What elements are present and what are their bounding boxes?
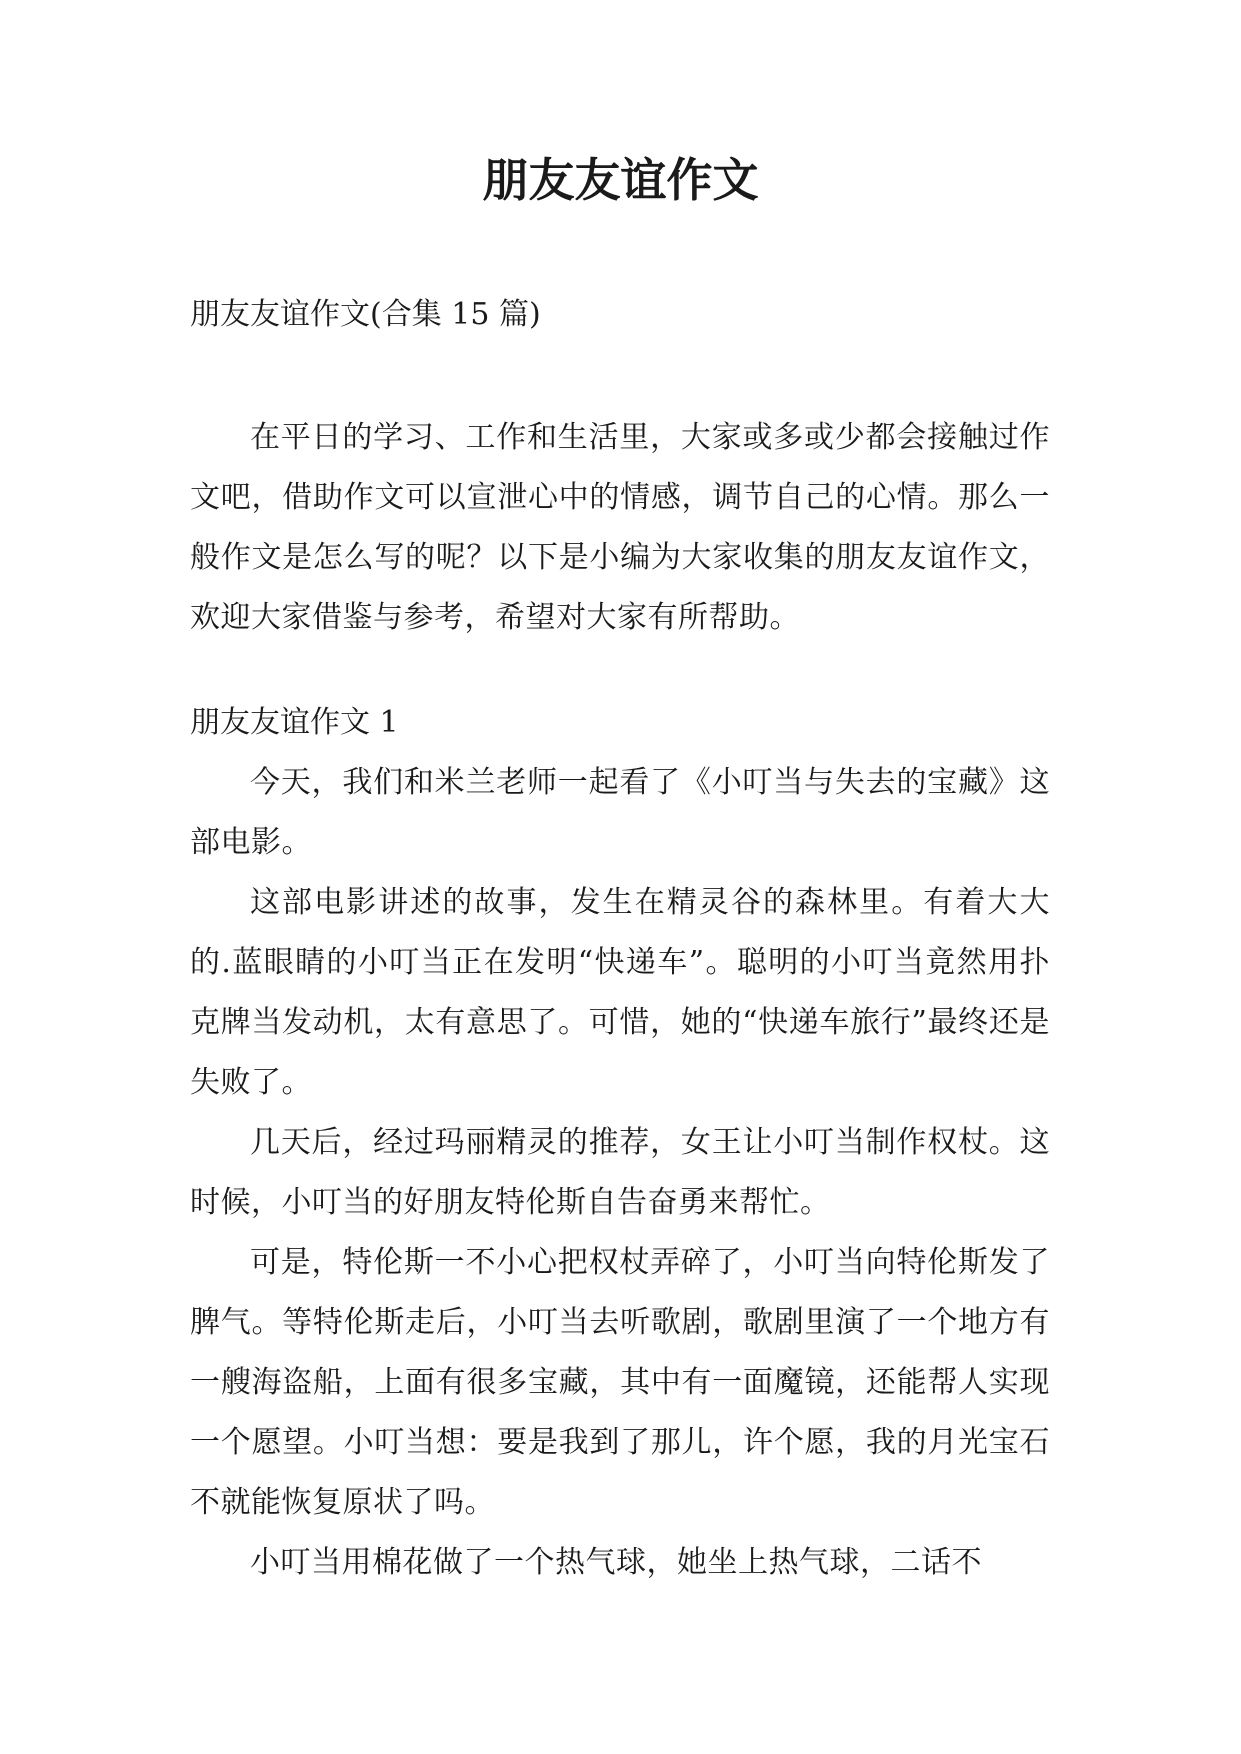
article-paragraph: 小叮当用棉花做了一个热气球，她坐上热气球，二话不 (250, 1545, 982, 1580)
article-paragraph: 几天后，经过玛丽精灵的推荐，女王让小叮当制作权杖。这时候，小叮当的好朋友特伦斯自告奋勇来帮忙。 (190, 1125, 1050, 1220)
document-title: 朋友友谊作文 (482, 153, 759, 207)
section-heading: 朋友友谊作文 1 (190, 705, 399, 740)
article-paragraph: 今天，我们和米兰老师一起看了《小叮当与失去的宝藏》这部电影。 (190, 765, 1050, 860)
article-paragraph: 可是，特伦斯一不小心把权杖弄碎了，小叮当向特伦斯发了脾气。等特伦斯走后，小叮当去听歌剧，歌剧里演了一个地方有一艘海盗船，上面有很多宝藏，其中有一面魔镜，还能帮人实现一个愿望。小叮当想：要是我到了那儿，许个愿，我的月光宝石不就能恢复原状了吗。 (190, 1245, 1050, 1520)
article-body (190, 753, 1050, 1593)
intro-paragraph: 在平日的学习、工作和生活里，大家或多或少都会接触过作文吧，借助作文可以宣泄心中的情感，调节自己的心情。那么一般作文是怎么写的呢？以下是小编为大家收集的朋友友谊作文，欢迎大家借鉴与参考，希望对大家有所帮助。 (190, 420, 1050, 635)
article-paragraph: 这部电影讲述的故事，发生在精灵谷的森林里。有着大大的.蓝眼睛的小叮当正在发明“快递车”。聪明的小叮当竟然用扑克牌当发动机，太有意思了。可惜，她的“快递车旅行”最终还是失败了。 (190, 885, 1050, 1100)
document-subtitle: 朋友友谊作文(合集 15 篇) (190, 297, 541, 332)
